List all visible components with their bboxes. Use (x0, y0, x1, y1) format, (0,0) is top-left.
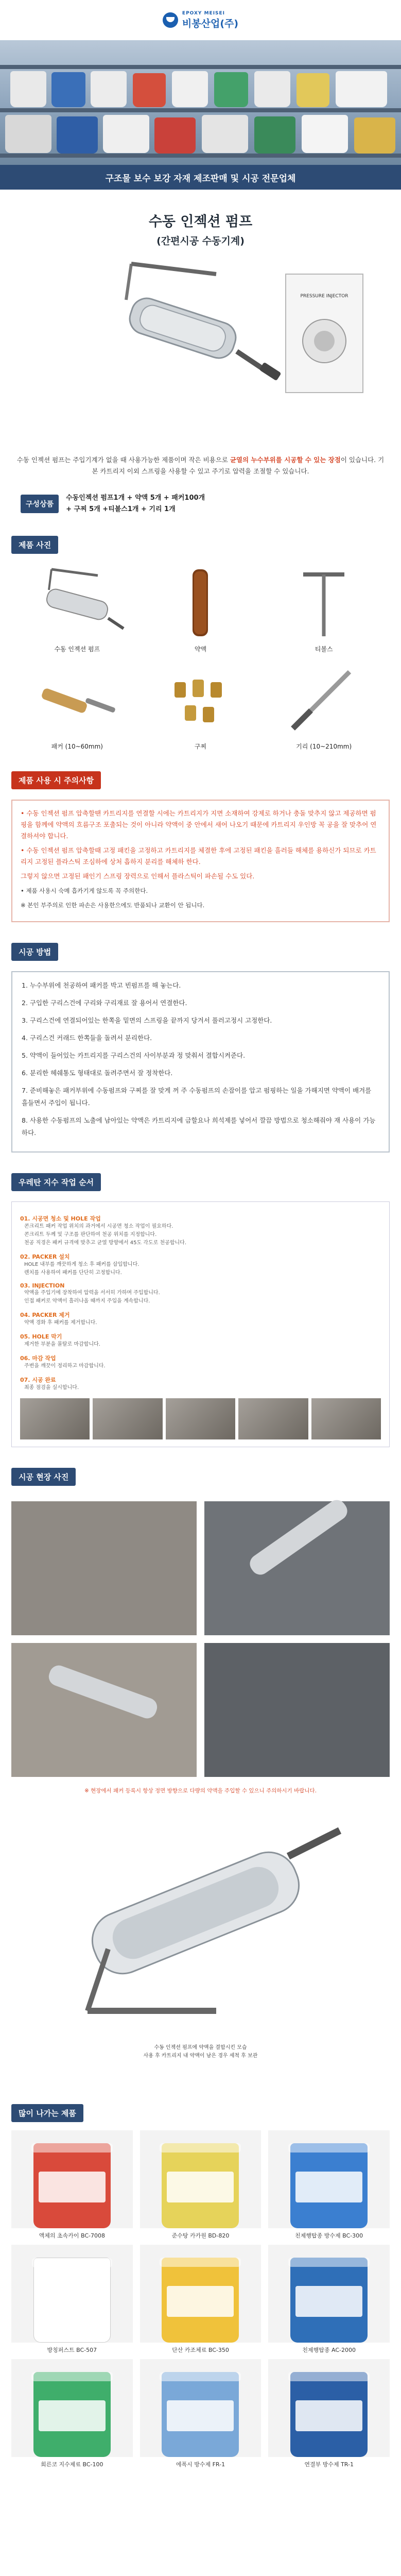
cartridge-icon (149, 564, 252, 641)
bucket (172, 71, 208, 107)
related-product-label[interactable]: 준수탕 카카원 BD-820 (171, 2232, 230, 2239)
caution-item: • 수동 인젝션 펌프 압축할때 고정 패킨을 고정하고 카트리지를 체결한 후에 고정된 패킨을 흘러들 해체를 용하신가 되므로 카트리지 고정된 플라스틱 조심하에 상처 흡하지 분리를 해체하 한다. (21, 846, 376, 866)
sequence-photo (238, 1398, 308, 1439)
product-description (0, 454, 401, 477)
bucket (214, 72, 248, 107)
description-text: 수동 인젝션 펌프는 주입기계가 없을 때 사용가능한 제품이며 작은 비용으로 (16, 456, 230, 464)
related-title: 많이 나가는 제품 (11, 2104, 83, 2122)
howto-step: 4. 구리스건 커래드 한쪽들을 돌려서 분리한다. (22, 1034, 152, 1042)
brand-en: EPOXY MEISEI (182, 10, 225, 16)
sequence-step-heading: 02. PACKER 설치 (20, 1253, 70, 1260)
bucket (336, 71, 387, 107)
sequence-photo (93, 1398, 162, 1439)
related-product[interactable] (11, 2245, 133, 2354)
shelf (0, 65, 401, 69)
part-item (139, 662, 263, 751)
bucket-icon (33, 2258, 111, 2343)
sequence-step-heading: 07. 시공 완료 (20, 1377, 56, 1383)
packer-icon (26, 662, 129, 739)
related-product-image[interactable] (11, 2245, 133, 2343)
sequence-step-heading: 03. INJECTION (20, 1282, 65, 1289)
bucket (202, 115, 248, 153)
sequence-step-line: HOLE 내부를 깨끗하게 청소 후 패커를 삽입합니다. (24, 1262, 140, 1267)
sequence-step-line: 최종 점검을 실시합니다. (24, 1385, 79, 1391)
site-caption-1: 수동 인젝션 펌프에 약액을 결합시킨 모습 (154, 2045, 247, 2050)
composition-line-2: + 구찌 5개 +티볼스1개 + 기리 1개 (66, 505, 176, 513)
pump-closeup (0, 1794, 401, 2042)
nozzle-icon (149, 662, 252, 739)
howto-step: 7. 준비해놓은 패커부위에 수동펌프와 구찌를 잘 맞게 꺼 주 수동펌프의 손잡이를 압고 펌핑하는 일을 가해지면 약액이 배겨를 흘들면서 주입이 됩니다. (22, 1087, 372, 1107)
bucket (91, 71, 127, 107)
bucket-label (167, 2172, 234, 2202)
parts-grid (0, 554, 401, 751)
sequence-step (20, 1332, 381, 1349)
product-subtitle: (간편시공 수동기계) (156, 235, 245, 247)
bucket-icon (162, 2372, 239, 2457)
logo-icon (163, 12, 178, 28)
sequence-step-line: 콘크리트 패커 작업 위치의 과거에서 시공면 청소 작업이 필요하다. (24, 1224, 173, 1229)
sequence-step (20, 1214, 381, 1247)
part-label: 수동 인젝션 펌프 (54, 646, 100, 653)
related-product-label[interactable]: 단산 카조체료 BC-350 (172, 2347, 229, 2353)
product-photo (0, 253, 401, 439)
part-item (139, 564, 263, 653)
bucket-label (167, 2286, 234, 2317)
pump-icon (26, 564, 129, 641)
bucket-icon (162, 2143, 239, 2228)
related-product[interactable] (140, 2130, 261, 2240)
site-note: ※ 현장에서 패커 등록시 항상 정면 방향으로 다량의 약액을 주입할 수 있으니 주의하시기 바랍니다. (84, 1788, 317, 1794)
sequence-step-line: 약액 경화 후 패커를 제거합니다. (24, 1320, 97, 1326)
sequence-photos (20, 1398, 381, 1439)
part-label: 약액 (194, 646, 207, 653)
sequence-step (20, 1376, 381, 1392)
related-product-label[interactable]: 친제행탑종 방수제 BC-300 (295, 2232, 363, 2239)
bucket (302, 115, 348, 153)
howto-step: 8. 사용한 수동펌프의 노출에 남아있는 약액은 카트리지에 금할요나 희석제를 넣어서 깔끔 방법으로 청소해줘야 재 사용이 가능하다. (22, 1116, 376, 1137)
howto-step: 1. 누수부위에 천공하여 패커를 박고 빈펌프를 해 놓는다. (22, 981, 181, 989)
related-product[interactable] (268, 2130, 390, 2240)
related-product[interactable] (268, 2245, 390, 2354)
howto-step: 3. 구리스건에 연결되어있는 한쪽을 밑면의 스프링을 끝까지 당겨서 풀러고정시 고정한다. (22, 1016, 272, 1024)
related-product-label[interactable]: 연결부 방수제 TR-1 (304, 2461, 354, 2468)
caution-item: • 제품 사용시 숙메 흡카기게 않도록 꼭 주의한다. (21, 887, 148, 894)
bucket-label (39, 2400, 106, 2431)
site-header (0, 0, 401, 40)
related-product-image[interactable] (140, 2245, 261, 2343)
sequence-step-line: 렌치를 사용하여 패커를 단단히 고정합니다. (24, 1270, 122, 1276)
bucket (5, 115, 51, 153)
bucket (133, 73, 166, 107)
sequence-step (20, 1354, 381, 1370)
howto-step: 6. 분리한 헤쉐통도 형태대로 돌려주면서 잘 정착한다. (22, 1069, 173, 1077)
caution-footnote: ※ 본인 부주의로 인한 파손은 사용한으에도 반품되나 교환이 안 됩니다. (21, 902, 205, 909)
caution-box (11, 800, 390, 922)
bucket-label (295, 2400, 362, 2431)
composition (0, 477, 401, 515)
bucket (154, 117, 196, 154)
related-product-image[interactable] (268, 2359, 390, 2457)
related-product-label[interactable]: 방칭퍼스트 BC-507 (47, 2347, 97, 2353)
sequence-step-line: 약액을 주입기에 장착하여 압력을 서서히 가하며 주입합니다. (24, 1290, 160, 1296)
hero-image (0, 40, 401, 165)
sequence-step-heading: 06. 마감 작업 (20, 1355, 56, 1362)
related-product[interactable] (140, 2245, 261, 2354)
related-product-image[interactable] (11, 2130, 133, 2228)
related-product[interactable] (268, 2359, 390, 2468)
caution-item: 그렇지 않으면 고정된 패인기 스프링 장력으로 인해서 플라스틱이 파손될 수도 있다. (21, 872, 255, 880)
bucket (10, 71, 46, 107)
part-item (15, 662, 139, 751)
related-product[interactable] (11, 2359, 133, 2468)
bucket-label (39, 2286, 105, 2317)
bucket (103, 115, 149, 153)
box-label: PRESSURE INJECTOR (300, 294, 348, 299)
related-product-image[interactable] (11, 2359, 133, 2457)
composition-tag: 구성상품 (21, 495, 59, 513)
site-photo-grid (0, 1496, 401, 1785)
sequence-step-line: 콘크리트 두께 및 구조를 판단하여 천공 위치를 지정합니다. (24, 1232, 157, 1238)
description-text: 이 있습니다. 기본 카트리지 이외 스프링을 사용할 수 있고 주기로 압력을 조절할 수 있습니다. (92, 456, 385, 475)
part-label: 기리 (10~210mm) (296, 743, 352, 750)
sequence-step (20, 1311, 381, 1327)
sequence-step-line: 인접 패커로 약액이 흘러나올 때까지 주입을 계속합니다. (24, 1298, 150, 1304)
caution-item: • 수동 인젝션 펌프 압축할땐 카트리지를 연결할 시에는 카트리지가 지면 소재하여 강제로 하거나 충돌 맞추지 않고 제공하면 펌핑을 함께에 약액의 흐름구조 포출되는 것이 아니라 약액이 중 안에서 새어 나오기 때문에 카트리지 우인방 꼭 공을 잘 맞추어 연결하셔야 합니다. (21, 809, 377, 840)
bucket-icon (290, 2372, 368, 2457)
part-label: 구찌 (194, 743, 207, 750)
related-product-image[interactable] (268, 2245, 390, 2343)
bucket (254, 116, 295, 154)
injection-pump-illustration (0, 253, 401, 439)
related-product[interactable] (140, 2359, 261, 2468)
sequence-step-line: 주변을 깨끗이 정리하고 마감합니다. (24, 1363, 106, 1369)
bucket (297, 73, 329, 107)
howto-box (11, 971, 390, 1153)
parts-title: 제품 사진 (11, 536, 58, 554)
product-title: 수동 인젝션 펌프 (148, 214, 253, 230)
bucket-label (39, 2172, 106, 2202)
composition-line-1: 수동인젝션 펌프1개 + 약액 5개 + 패커100개 (66, 494, 205, 502)
sequence-step-line: 천공 직경은 패커 규격에 맞추고 균열 방향에서 45도 각도로 천공합니다. (24, 1240, 186, 1246)
related-product-label[interactable]: 회른코 지수제료 BC-100 (41, 2461, 103, 2468)
brand-logo[interactable] (163, 11, 238, 30)
description-highlight: 균열의 누수부위를 시공할 수 있는 장점 (230, 456, 341, 464)
bucket-label (167, 2400, 234, 2431)
part-item (15, 564, 139, 653)
site-caption-2: 사용 후 카트리지 내 약액이 남은 경우 세척 후 보관 (143, 2053, 258, 2059)
bucket-icon (290, 2143, 368, 2228)
part-item (262, 662, 386, 751)
product-intro (0, 190, 401, 454)
related-product-image[interactable] (140, 2359, 261, 2457)
bucket (354, 117, 395, 154)
brand-ko: 비봉산업(주) (182, 18, 239, 29)
related-product-label[interactable]: 액체의 초속카이 BC-7008 (39, 2232, 106, 2239)
drill-bit-icon (272, 662, 375, 739)
t-wrench-icon (272, 564, 375, 641)
sequence-step (20, 1282, 381, 1306)
sequence-photo (311, 1398, 381, 1439)
related-product[interactable] (11, 2130, 133, 2240)
howto-step: 2. 구입한 구리스건에 구리와 구리재료 잘 용어서 연결한다. (22, 999, 187, 1007)
related-grid (0, 2122, 401, 2489)
part-label: 패커 (10~60mm) (51, 743, 103, 750)
bucket-icon (162, 2258, 239, 2343)
company-banner: 구조물 보수 보강 자재 제조판매 및 시공 전문업체 (0, 165, 401, 190)
related-product-label[interactable]: 친제행탑종 AC-2000 (302, 2347, 356, 2353)
site-photos (0, 1496, 401, 2089)
related-product-image[interactable] (268, 2130, 390, 2228)
sequence-step-heading: 01. 시공면 청소 및 HOLE 작업 (20, 1215, 101, 1222)
bucket (254, 71, 290, 107)
related-product-label[interactable]: 에폭시 방수제 FR-1 (176, 2461, 225, 2468)
bucket-icon (33, 2143, 111, 2228)
sequence-step-line: 제거한 부분을 몰탈로 마감합니다. (24, 1342, 100, 1347)
caution-title: 제품 사용 시 주의사항 (11, 771, 101, 789)
site-title: 시공 현장 사진 (11, 1468, 76, 1486)
howto-title: 시공 방법 (11, 943, 58, 961)
part-label: 티볼스 (315, 646, 333, 653)
shelf (0, 154, 401, 158)
bucket (57, 116, 98, 154)
bucket-icon (290, 2258, 368, 2343)
bucket-label (295, 2172, 362, 2202)
sequence-title: 우레탄 지수 작업 순서 (11, 1173, 101, 1191)
sequence-photo (166, 1398, 235, 1439)
sequence-step-heading: 04. PACKER 제거 (20, 1312, 70, 1318)
sequence-photo (20, 1398, 90, 1439)
howto-step: 5. 약액이 들어있는 카트리지를 구리스건의 사이부분과 정 맞춰서 결합시켜준다. (22, 1052, 246, 1059)
bucket (51, 72, 85, 107)
bucket-icon (33, 2372, 111, 2457)
shelf (0, 108, 401, 112)
part-item (262, 564, 386, 653)
sequence-step (20, 1252, 381, 1277)
sequence-step-heading: 05. HOLE 막기 (20, 1333, 62, 1340)
sequence-box (11, 1201, 390, 1447)
related-product-image[interactable] (140, 2130, 261, 2228)
bucket-label (295, 2286, 362, 2317)
